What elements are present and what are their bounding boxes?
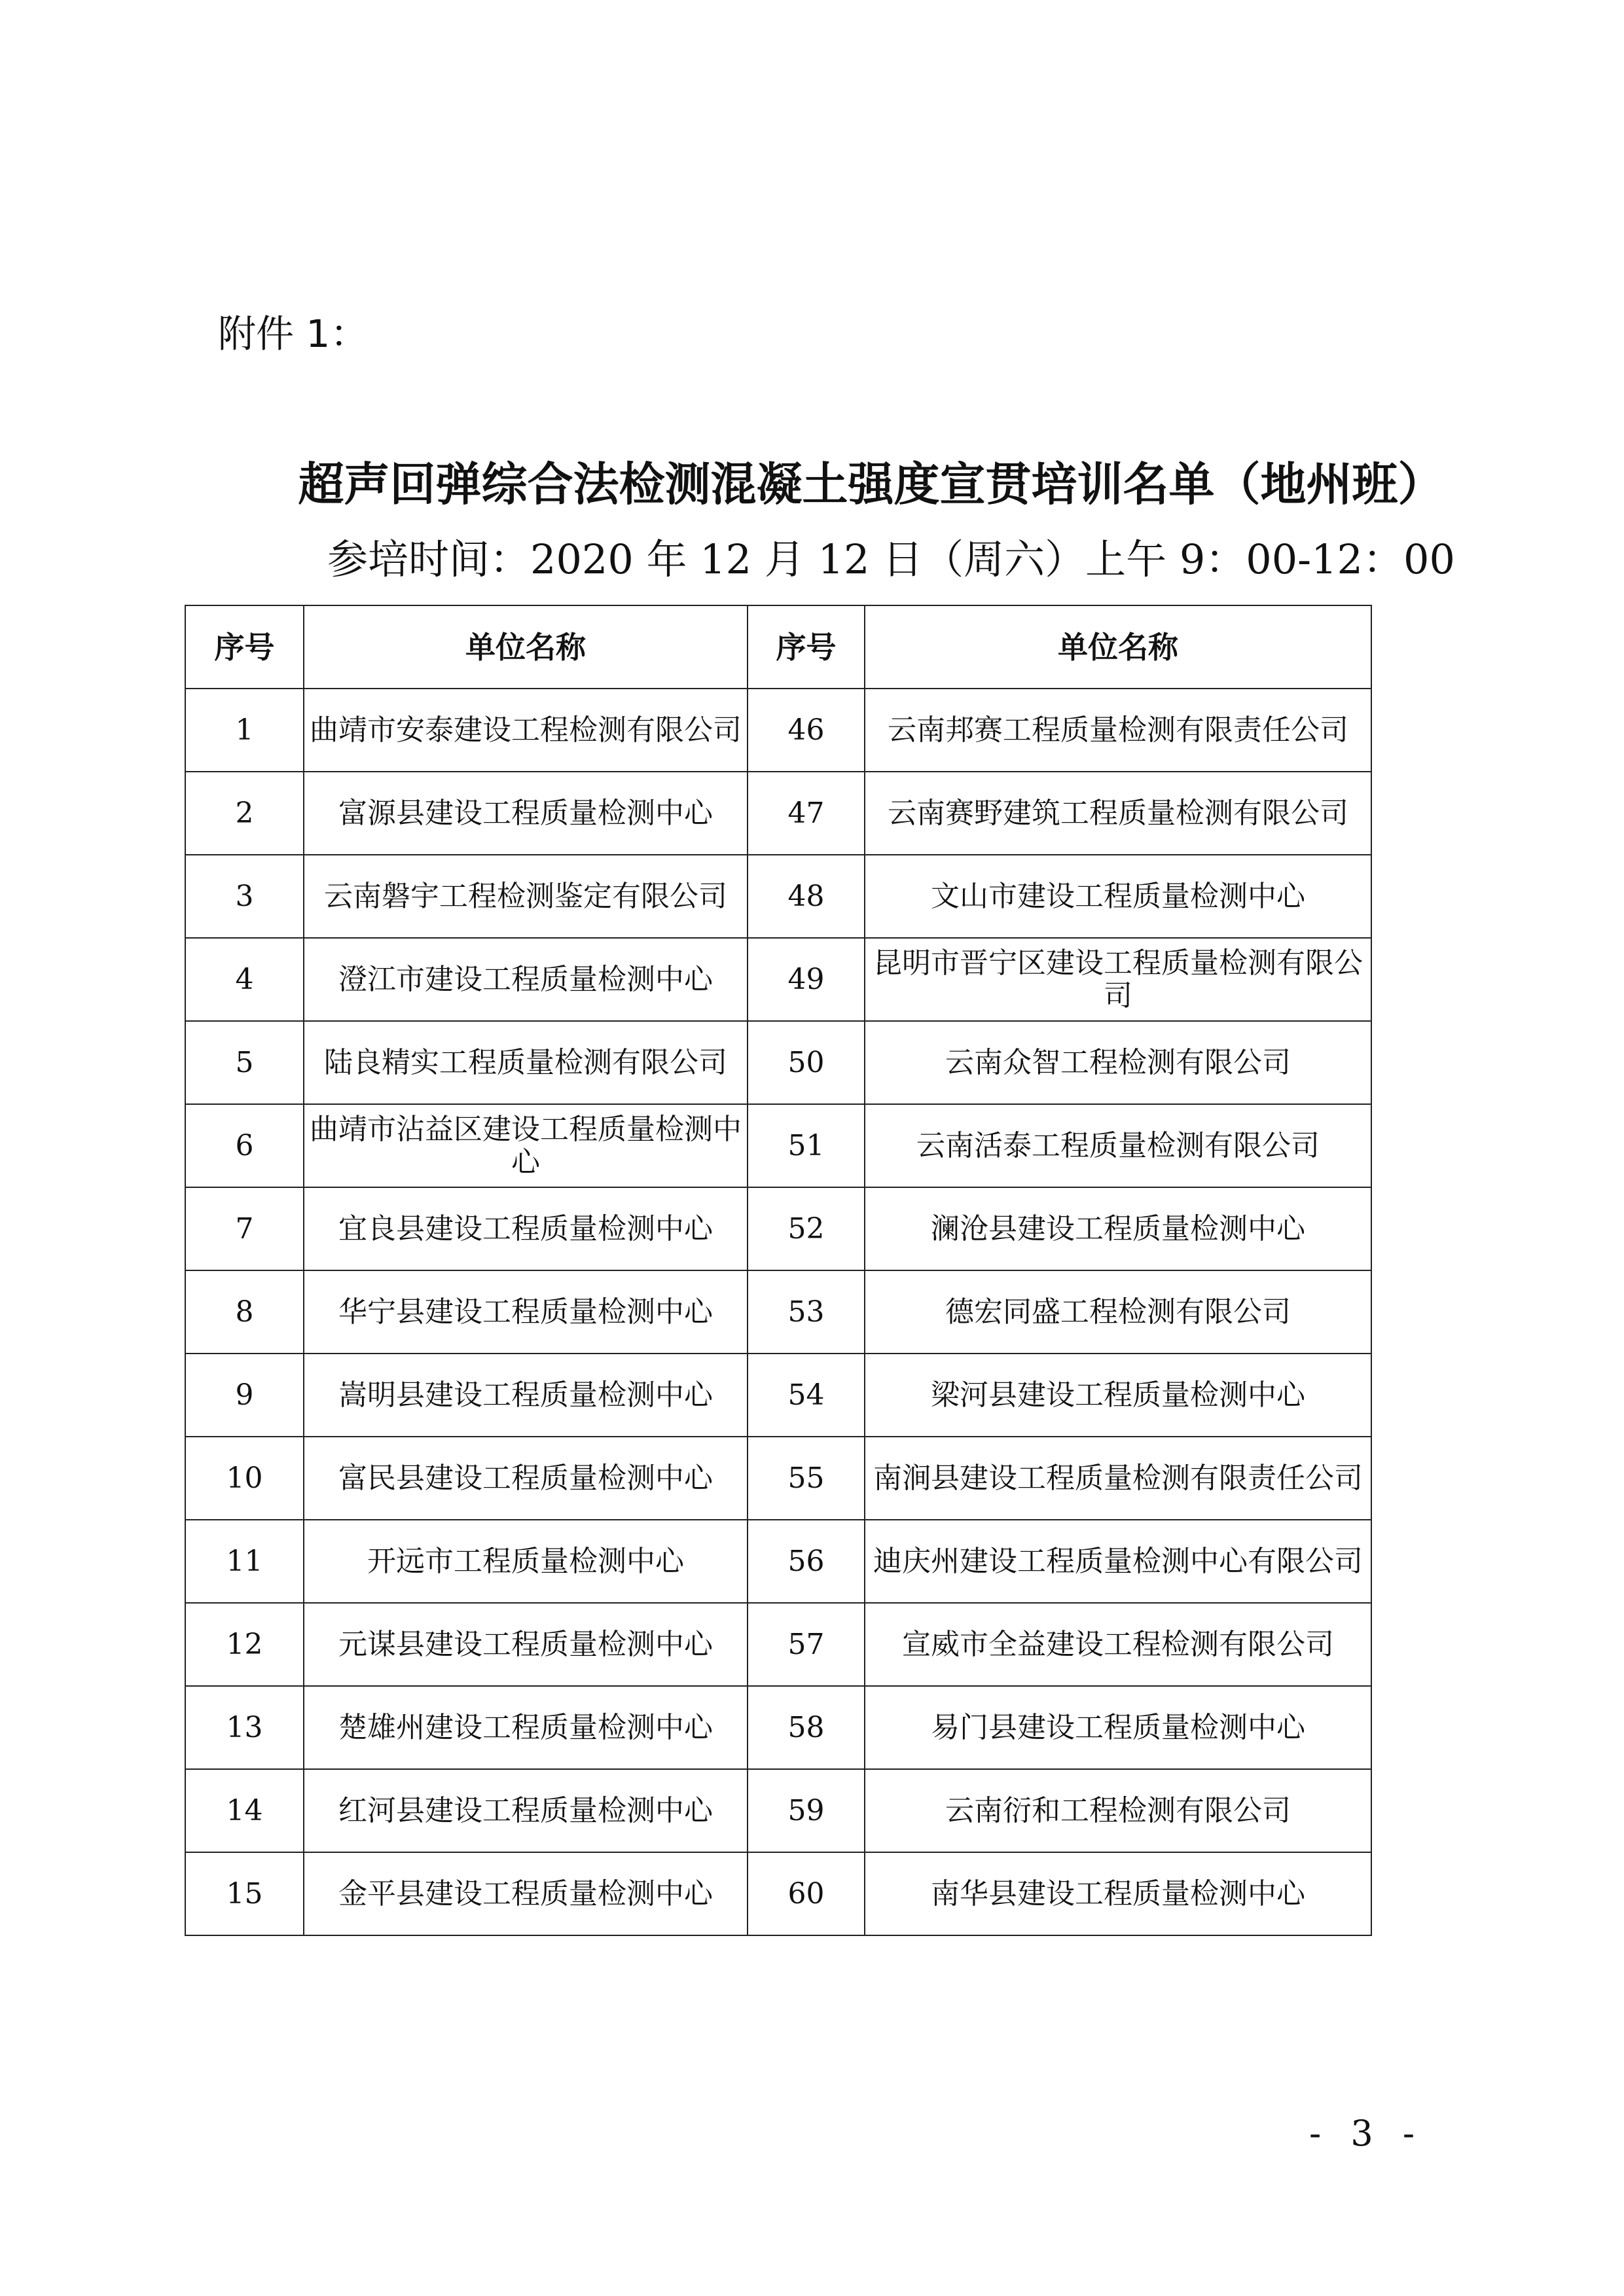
cell-seq-right: 55 bbox=[748, 1437, 865, 1520]
cell-unit-left: 云南磐宇工程检测鉴定有限公司 bbox=[304, 855, 748, 938]
cell-unit-left: 楚雄州建设工程质量检测中心 bbox=[304, 1686, 748, 1769]
cell-unit-left: 曲靖市安泰建设工程检测有限公司 bbox=[304, 689, 748, 772]
table-row bbox=[185, 1852, 1371, 1935]
cell-seq-left: 5 bbox=[185, 1021, 304, 1104]
cell-unit-right: 云南赛野建筑工程质量检测有限公司 bbox=[865, 772, 1371, 855]
trainee-unit-table bbox=[185, 605, 1372, 1936]
cell-unit-right: 德宏同盛工程检测有限公司 bbox=[865, 1270, 1371, 1354]
table-row bbox=[185, 1270, 1371, 1354]
table-row bbox=[185, 689, 1371, 772]
cell-unit-right: 南涧县建设工程质量检测有限责任公司 bbox=[865, 1437, 1371, 1520]
cell-unit-right: 澜沧县建设工程质量检测中心 bbox=[865, 1187, 1371, 1270]
cell-unit-right: 迪庆州建设工程质量检测中心有限公司 bbox=[865, 1520, 1371, 1603]
cell-unit-right: 宣威市全益建设工程检测有限公司 bbox=[865, 1603, 1371, 1686]
table-row bbox=[185, 1686, 1371, 1769]
cell-unit-right: 云南众智工程检测有限公司 bbox=[865, 1021, 1371, 1104]
cell-seq-right: 52 bbox=[748, 1187, 865, 1270]
cell-unit-right: 云南衍和工程检测有限公司 bbox=[865, 1769, 1371, 1852]
header-seq-left: 序号 bbox=[185, 605, 304, 689]
table-row bbox=[185, 1769, 1371, 1852]
cell-unit-left: 宜良县建设工程质量检测中心 bbox=[304, 1187, 748, 1270]
header-unit-left: 单位名称 bbox=[304, 605, 748, 689]
cell-unit-right: 文山市建设工程质量检测中心 bbox=[865, 855, 1371, 938]
cell-unit-left: 澄江市建设工程质量检测中心 bbox=[304, 938, 748, 1021]
cell-seq-left: 15 bbox=[185, 1852, 304, 1935]
cell-unit-left: 富源县建设工程质量检测中心 bbox=[304, 772, 748, 855]
cell-seq-right: 49 bbox=[748, 938, 865, 1021]
training-time: 参培时间：2020 年 12 月 12 日（周六）上午 9：00-12：00 bbox=[327, 535, 1455, 583]
cell-seq-right: 47 bbox=[748, 772, 865, 855]
cell-seq-right: 46 bbox=[748, 689, 865, 772]
header-unit-right: 单位名称 bbox=[865, 605, 1371, 689]
cell-seq-left: 7 bbox=[185, 1187, 304, 1270]
cell-seq-right: 59 bbox=[748, 1769, 865, 1852]
cell-unit-left: 红河县建设工程质量检测中心 bbox=[304, 1769, 748, 1852]
table-row bbox=[185, 1104, 1371, 1187]
table-header-row bbox=[185, 605, 1371, 689]
cell-seq-left: 2 bbox=[185, 772, 304, 855]
cell-unit-left: 开远市工程质量检测中心 bbox=[304, 1520, 748, 1603]
table-row bbox=[185, 772, 1371, 855]
cell-seq-right: 60 bbox=[748, 1852, 865, 1935]
cell-seq-left: 8 bbox=[185, 1270, 304, 1354]
table-row bbox=[185, 1520, 1371, 1603]
cell-seq-left: 10 bbox=[185, 1437, 304, 1520]
cell-seq-right: 53 bbox=[748, 1270, 865, 1354]
table-row bbox=[185, 1021, 1371, 1104]
cell-unit-right: 云南活泰工程质量检测有限公司 bbox=[865, 1104, 1371, 1187]
cell-seq-left: 13 bbox=[185, 1686, 304, 1769]
cell-seq-left: 4 bbox=[185, 938, 304, 1021]
cell-unit-right: 梁河县建设工程质量检测中心 bbox=[865, 1354, 1371, 1437]
table-row bbox=[185, 1354, 1371, 1437]
cell-seq-left: 14 bbox=[185, 1769, 304, 1852]
cell-unit-right: 云南邦赛工程质量检测有限责任公司 bbox=[865, 689, 1371, 772]
cell-unit-left: 陆良精实工程质量检测有限公司 bbox=[304, 1021, 748, 1104]
cell-seq-right: 58 bbox=[748, 1686, 865, 1769]
table-row bbox=[185, 1437, 1371, 1520]
cell-seq-left: 1 bbox=[185, 689, 304, 772]
cell-seq-left: 3 bbox=[185, 855, 304, 938]
table-row bbox=[185, 1187, 1371, 1270]
cell-seq-right: 56 bbox=[748, 1520, 865, 1603]
attachment-label: 附件 1： bbox=[218, 312, 369, 356]
cell-unit-left: 华宁县建设工程质量检测中心 bbox=[304, 1270, 748, 1354]
table-row bbox=[185, 1603, 1371, 1686]
table-row bbox=[185, 855, 1371, 938]
page-number: - 3 - bbox=[1309, 2113, 1424, 2154]
cell-seq-right: 48 bbox=[748, 855, 865, 938]
cell-seq-right: 54 bbox=[748, 1354, 865, 1437]
cell-seq-left: 12 bbox=[185, 1603, 304, 1686]
cell-unit-left: 曲靖市沾益区建设工程质量检测中心 bbox=[304, 1104, 748, 1187]
cell-seq-right: 57 bbox=[748, 1603, 865, 1686]
table-row bbox=[185, 938, 1371, 1021]
cell-unit-left: 元谋县建设工程质量检测中心 bbox=[304, 1603, 748, 1686]
document-title: 超声回弹综合法检测混凝土强度宣贯培训名单（地州班） bbox=[298, 457, 1444, 511]
cell-unit-left: 金平县建设工程质量检测中心 bbox=[304, 1852, 748, 1935]
cell-unit-right: 南华县建设工程质量检测中心 bbox=[865, 1852, 1371, 1935]
cell-seq-left: 9 bbox=[185, 1354, 304, 1437]
cell-unit-left: 嵩明县建设工程质量检测中心 bbox=[304, 1354, 748, 1437]
cell-seq-left: 6 bbox=[185, 1104, 304, 1187]
cell-seq-right: 50 bbox=[748, 1021, 865, 1104]
cell-seq-left: 11 bbox=[185, 1520, 304, 1603]
cell-unit-left: 富民县建设工程质量检测中心 bbox=[304, 1437, 748, 1520]
cell-seq-right: 51 bbox=[748, 1104, 865, 1187]
cell-unit-right: 昆明市晋宁区建设工程质量检测有限公司 bbox=[865, 938, 1371, 1021]
header-seq-right: 序号 bbox=[748, 605, 865, 689]
cell-unit-right: 易门县建设工程质量检测中心 bbox=[865, 1686, 1371, 1769]
